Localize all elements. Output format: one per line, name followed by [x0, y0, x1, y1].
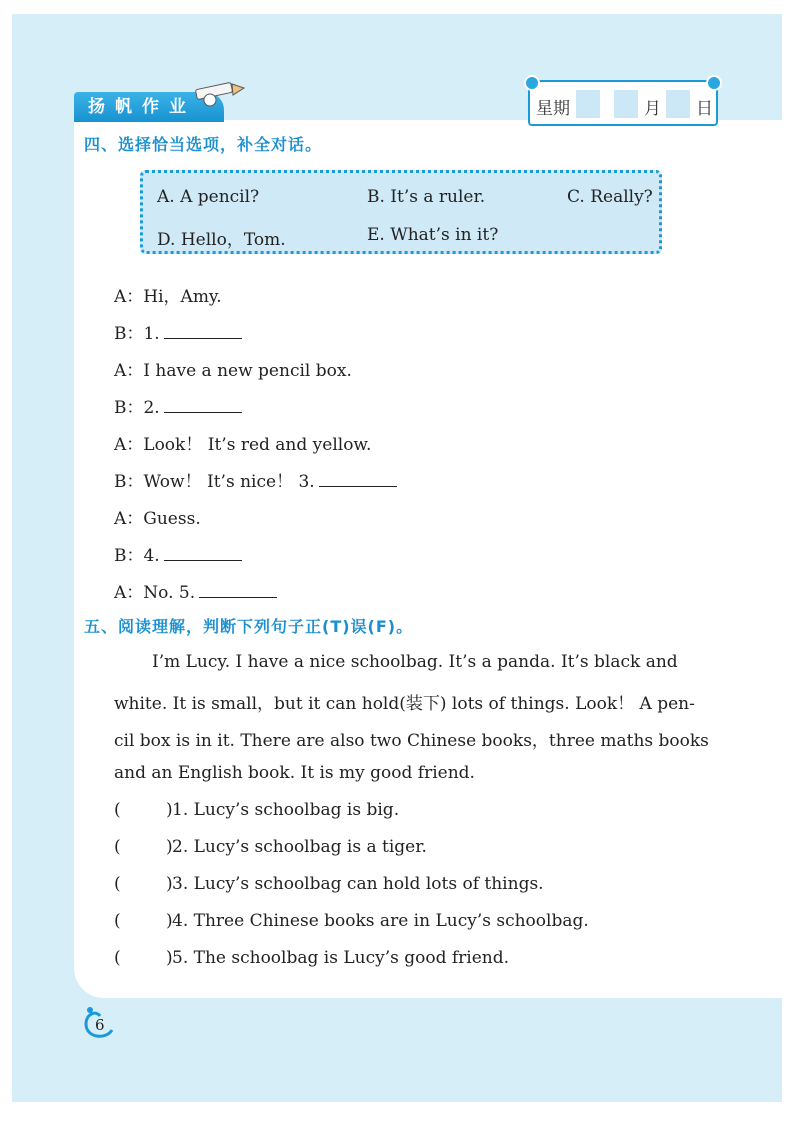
passage-line: white. It is small，but it can hold(装下) lots of things. Look！ A pen-: [114, 694, 695, 714]
dialogue-line: A：Look！ It’s red and yellow.: [114, 435, 372, 455]
answer-field[interactable]: [124, 837, 164, 855]
month-field[interactable]: [614, 90, 638, 118]
day-field[interactable]: [666, 90, 690, 118]
answer-blank[interactable]: [319, 472, 397, 487]
statement-text: 3. Lucy’s schoolbag can hold lots of things.: [172, 874, 544, 894]
dialogue-line: B：4.: [114, 541, 242, 566]
answer-field[interactable]: [124, 948, 164, 966]
week-label: 星期: [536, 99, 570, 119]
header-badge: 扬帆作业: [74, 92, 224, 122]
dialogue-line: B：Wow！ It’s nice！ 3.: [114, 467, 397, 492]
statement-text: 5. The schoolbag is Lucy’s good friend.: [172, 948, 510, 968]
pin-icon: [706, 75, 722, 91]
day-label: 日: [696, 99, 713, 119]
month-label: 月: [644, 99, 661, 119]
answer-blank[interactable]: [164, 398, 242, 413]
answer-field[interactable]: [124, 874, 164, 892]
pin-icon: [524, 75, 540, 91]
answer-field[interactable]: [124, 800, 164, 818]
statement-text: 4. Three Chinese books are in Lucy’s schoolbag.: [172, 911, 589, 931]
section4-title: 四、选择恰当选项，补全对话。: [84, 135, 323, 154]
option-e: E. What’s in it?: [367, 225, 499, 245]
dialogue-line: A：I have a new pencil box.: [114, 361, 352, 381]
passage-line: cil box is in it. There are also two Chinese books，three maths books: [114, 731, 709, 751]
week-field[interactable]: [576, 90, 600, 118]
answer-blank[interactable]: [164, 324, 242, 339]
answer-blank[interactable]: [199, 583, 277, 598]
option-a: A. A pencil?: [157, 187, 260, 207]
option-d: D. Hello，Tom.: [157, 230, 286, 250]
dialogue-line: A：Guess.: [114, 509, 201, 529]
options-box: [140, 170, 662, 254]
statement-text: 1. Lucy’s schoolbag is big.: [172, 800, 400, 820]
page-number: 6: [82, 1004, 118, 1040]
passage-line: I’m Lucy. I have a nice schoolbag. It’s a panda. It’s black and: [152, 652, 678, 672]
statement-text: 2. Lucy’s schoolbag is a tiger.: [172, 837, 427, 857]
answer-field[interactable]: [124, 911, 164, 929]
section5-title: 五、阅读理解，判断下列句子正(T)误(F)。: [84, 617, 414, 636]
dialogue-line: A：Hi，Amy.: [114, 287, 222, 307]
pencil-icon: [192, 78, 248, 108]
answer-blank[interactable]: [164, 546, 242, 561]
dialogue-line: A：No. 5.: [114, 578, 277, 603]
option-c: C. Really?: [567, 187, 653, 207]
option-b: B. It’s a ruler.: [367, 187, 486, 207]
date-box: [528, 80, 718, 126]
dialogue-line: B：2.: [114, 393, 242, 418]
passage-line: and an English book. It is my good friend.: [114, 763, 475, 783]
dialogue-line: B：1.: [114, 319, 242, 344]
